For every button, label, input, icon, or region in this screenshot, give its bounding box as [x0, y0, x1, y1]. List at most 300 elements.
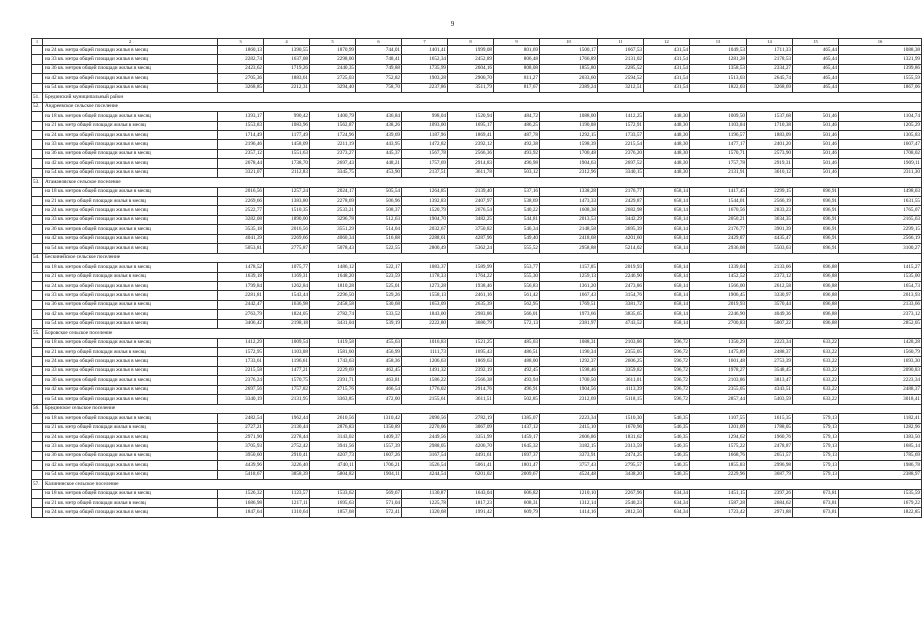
- table-cell: 1766,89: [540, 55, 598, 64]
- row-label: на 36 кв. метров общей площади жилья в месяц: [43, 149, 218, 158]
- table-cell: 2215,58: [218, 366, 264, 375]
- table-cell: 1810,28: [310, 281, 356, 290]
- table-cell: 4287,96: [448, 234, 494, 243]
- table-row: [32, 130, 922, 139]
- table-cell: 1587,28: [690, 499, 747, 508]
- table-cell: 2334,27: [747, 64, 793, 73]
- column-number: 9: [494, 39, 540, 46]
- row-number: [32, 187, 43, 196]
- table-cell: 2050,21: [690, 215, 747, 224]
- section-row: [32, 178, 922, 187]
- row-label: на 42 кв. метра общей площади жилья в месяц: [43, 234, 218, 243]
- row-number: 53.: [32, 178, 43, 187]
- table-cell: 2958,88: [540, 244, 598, 253]
- table-cell: 2112,83: [264, 168, 310, 177]
- table-cell: 501,46: [793, 121, 839, 130]
- table-cell: 530,68: [356, 300, 402, 309]
- table-cell: 2016,56: [218, 187, 264, 196]
- row-number: [32, 281, 43, 290]
- table-cell: 1338,28: [540, 187, 598, 196]
- table-cell: 2473,86: [598, 281, 644, 290]
- table-cell: 1257,24: [264, 187, 310, 196]
- table-cell: 2299,15: [747, 187, 793, 196]
- table-cell: 1757,78: [690, 159, 747, 168]
- table-cell: 1088,38: [839, 46, 922, 55]
- table-row: [32, 442, 922, 451]
- table-cell: 3611,51: [448, 395, 494, 404]
- table-cell: 2299,15: [839, 225, 922, 234]
- table-cell: 1075,77: [264, 263, 310, 272]
- table-cell: 1393,17: [218, 112, 264, 121]
- table-cell: 4201,60: [598, 234, 644, 243]
- table-cell: 658,14: [644, 206, 690, 215]
- row-number: [32, 168, 43, 177]
- table-cell: 1400,79: [310, 112, 356, 121]
- table-cell: 540,22: [494, 206, 540, 215]
- table-cell: 3610,12: [747, 168, 793, 177]
- table-cell: 2312,96: [540, 168, 598, 177]
- table-cell: 3813,47: [747, 376, 793, 385]
- section-row: [32, 102, 922, 111]
- table-cell: 2488,37: [747, 348, 793, 357]
- table-row: [32, 376, 922, 385]
- table-cell: 508,37: [356, 206, 402, 215]
- table-cell: 2212,31: [264, 83, 310, 92]
- table-cell: 448,30: [644, 168, 690, 177]
- table-cell: 431,54: [644, 64, 690, 73]
- table-cell: 1566,00: [690, 281, 747, 290]
- table-cell: 1601,48: [690, 357, 747, 366]
- table-cell: 1608,38: [540, 206, 598, 215]
- table-cell: 609,79: [494, 508, 540, 517]
- table-cell: 1598,46: [540, 366, 598, 375]
- table-cell: 448,30: [644, 112, 690, 121]
- table-cell: 1764,22: [448, 272, 494, 281]
- table-cell: 3858,39: [264, 470, 310, 479]
- table-cell: 2103,86: [690, 376, 747, 385]
- table-cell: 4244,54: [402, 470, 448, 479]
- table-cell: 503,12: [494, 168, 540, 177]
- table-cell: 2566,19: [839, 234, 922, 243]
- table-cell: 1526,32: [218, 489, 264, 498]
- table-cell: 493,92: [494, 149, 540, 158]
- table-cell: 486,51: [494, 348, 540, 357]
- table-cell: 2651,57: [747, 451, 793, 460]
- table-cell: 1765,07: [839, 206, 922, 215]
- table-cell: 3268,85: [218, 83, 264, 92]
- table-cell: 579,13: [793, 442, 839, 451]
- table-cell: 501,46: [793, 112, 839, 121]
- table-cell: 1472,82: [402, 140, 448, 149]
- table-cell: 1510,30: [598, 414, 644, 423]
- tariff-table: [31, 38, 922, 518]
- table-cell: 2418,68: [540, 234, 598, 243]
- table-cell: 606,82: [494, 489, 540, 498]
- table-cell: 1107,55: [690, 414, 747, 423]
- table-cell: 1520,94: [448, 112, 494, 121]
- section-title: Брединский муниципальный район: [43, 93, 922, 102]
- table-cell: 2389,24: [540, 83, 598, 92]
- table-cell: 1643,04: [448, 489, 494, 498]
- table-cell: 1999,08: [448, 46, 494, 55]
- row-number: 56.: [32, 404, 43, 413]
- table-cell: 608,31: [494, 499, 540, 508]
- table-row: [32, 112, 922, 121]
- table-row: [32, 149, 922, 158]
- table-cell: 1960,76: [747, 432, 793, 441]
- table-cell: 1869,41: [448, 130, 494, 139]
- row-label: на 54 кв. метра общей площади жилья в месяц: [43, 244, 218, 253]
- table-cell: 1498,03: [839, 187, 922, 196]
- table-cell: 1415,27: [839, 263, 922, 272]
- table-cell: 569,67: [356, 489, 402, 498]
- table-cell: 465,44: [793, 55, 839, 64]
- row-number: [32, 461, 43, 470]
- table-cell: 1572,91: [598, 121, 644, 130]
- table-cell: 749,88: [356, 64, 402, 73]
- table-row: [32, 508, 922, 517]
- table-cell: 1637,08: [264, 55, 310, 64]
- table-row: [32, 291, 922, 300]
- table-cell: 2857,44: [690, 395, 747, 404]
- table-cell: 1475,89: [690, 348, 747, 357]
- row-label: на 33 кв. метра общей площади жилья в месяц: [43, 442, 218, 451]
- table-cell: 462,45: [356, 366, 402, 375]
- table-cell: 1320,68: [402, 508, 448, 517]
- table-row: [32, 348, 922, 357]
- table-cell: 1088,31: [540, 338, 598, 347]
- table-cell: 1049,53: [690, 46, 747, 55]
- table-cell: 4060,34: [310, 234, 356, 243]
- table-cell: 3268,69: [747, 83, 793, 92]
- table-cell: 2676,54: [448, 206, 494, 215]
- column-number: 5: [310, 39, 356, 46]
- row-label: на 18 кв. метров общей площади жилья в месяц: [43, 187, 218, 196]
- table-cell: 2540,23: [598, 499, 644, 508]
- table-cell: 4049,36: [747, 310, 793, 319]
- row-number: [32, 376, 43, 385]
- table-cell: 2237,86: [402, 83, 448, 92]
- column-number: 13: [690, 39, 747, 46]
- table-cell: 1903,28: [402, 74, 448, 83]
- column-number: 11: [598, 39, 644, 46]
- row-label: на 24 кв. метра общей площади жилья в месяц: [43, 508, 218, 517]
- table-cell: 633,22: [793, 376, 839, 385]
- table-cell: 3705,93: [218, 442, 264, 451]
- column-number: 2: [43, 39, 218, 46]
- table-cell: 633,22: [793, 385, 839, 394]
- table-cell: 2474,25: [598, 451, 644, 460]
- table-row: [32, 64, 922, 73]
- row-number: [32, 470, 43, 479]
- table-cell: 1477,21: [264, 366, 310, 375]
- table-cell: 2996,98: [747, 461, 793, 470]
- table-cell: 633,22: [793, 395, 839, 404]
- table-row: [32, 74, 922, 83]
- table-cell: 1654,73: [839, 281, 922, 290]
- table-cell: 1350,89: [356, 423, 402, 432]
- table-cell: 5503,63: [747, 244, 793, 253]
- table-cell: 1708,02: [839, 149, 922, 158]
- row-label: на 36 кв. метров общей площади жилья в месяц: [43, 300, 218, 309]
- table-cell: 1586,22: [402, 376, 448, 385]
- table-cell: 2566,19: [747, 197, 793, 206]
- table-cell: 696,88: [793, 291, 839, 300]
- table-cell: 3143,02: [310, 432, 356, 441]
- table-cell: 2725,03: [310, 74, 356, 83]
- row-number: [32, 319, 43, 328]
- table-cell: 1428,28: [839, 338, 922, 347]
- table-cell: 579,13: [793, 451, 839, 460]
- table-cell: 1182,41: [839, 414, 922, 423]
- table-cell: 2013,53: [540, 215, 598, 224]
- table-cell: 1785,69: [839, 451, 922, 460]
- table-cell: 3535,18: [218, 225, 264, 234]
- table-cell: 1210,10: [540, 489, 598, 498]
- row-number: [32, 215, 43, 224]
- table-cell: 2795,57: [598, 461, 644, 470]
- table-cell: 2573,90: [747, 149, 793, 158]
- table-cell: 808,08: [494, 64, 540, 73]
- table-row: [32, 46, 922, 55]
- table-cell: 2910,41: [264, 451, 310, 460]
- table-cell: 1282,96: [839, 423, 922, 432]
- table-cell: 2215,54: [598, 140, 644, 149]
- table-cell: 1685,14: [839, 442, 922, 451]
- table-cell: 5118,15: [598, 395, 644, 404]
- row-number: [32, 395, 43, 404]
- table-cell: 1513,03: [690, 74, 747, 83]
- table-cell: 6201,02: [448, 470, 494, 479]
- table-cell: 2392,12: [448, 140, 494, 149]
- table-row: [32, 357, 922, 366]
- table-cell: 2267,96: [598, 489, 644, 498]
- row-number: 57.: [32, 480, 43, 489]
- table-cell: 998,04: [402, 112, 448, 121]
- row-label: на 42 кв. метра общей площади жилья в месяц: [43, 74, 218, 83]
- table-cell: 658,14: [644, 281, 690, 290]
- table-cell: 673,81: [793, 489, 839, 498]
- table-cell: 2423,62: [218, 64, 264, 73]
- table-cell: 579,13: [793, 423, 839, 432]
- table-cell: 1510,35: [264, 206, 310, 215]
- table-cell: 2700,83: [690, 319, 747, 328]
- table-cell: 596,72: [644, 348, 690, 357]
- row-number: [32, 385, 43, 394]
- table-cell: 2914,76: [448, 385, 494, 394]
- row-label: на 24 кв. метра общей площади жилья в месяц: [43, 281, 218, 290]
- table-cell: 1533,62: [310, 489, 356, 498]
- column-number: 7: [402, 39, 448, 46]
- table-cell: 2936,08: [690, 244, 747, 253]
- row-number: [32, 310, 43, 319]
- page-number: 9: [450, 20, 455, 28]
- table-cell: 1458,09: [264, 140, 310, 149]
- row-number: [32, 55, 43, 64]
- row-number: [32, 272, 43, 281]
- table-cell: 817,67: [494, 83, 540, 92]
- table-cell: 1383,80: [264, 197, 310, 206]
- table-cell: 1217,11: [264, 499, 310, 508]
- row-label: на 21 кв. метр общей площади жилья в месяц: [43, 499, 218, 508]
- table-cell: 2682,98: [598, 206, 644, 215]
- table-cell: 1733,57: [598, 130, 644, 139]
- table-cell: 2019,93: [598, 263, 644, 272]
- table-row: [32, 489, 922, 498]
- table-cell: 1262,84: [264, 281, 310, 290]
- table-cell: 658,14: [644, 215, 690, 224]
- table-row: [32, 423, 922, 432]
- table-row: [32, 272, 922, 281]
- table-cell: 2782,19: [448, 414, 494, 423]
- table-row: [32, 470, 922, 479]
- table-cell: 546,35: [644, 432, 690, 441]
- table-cell: 3835,65: [598, 310, 644, 319]
- row-label: на 33 кв. метра общей площади жилья в месяц: [43, 140, 218, 149]
- table-cell: 2429,87: [690, 234, 747, 243]
- table-cell: 5078,43: [310, 244, 356, 253]
- table-cell: 2024,17: [310, 187, 356, 196]
- table-cell: 2229,96: [690, 470, 747, 479]
- table-cell: 811,27: [494, 74, 540, 83]
- table-cell: 1196,57: [690, 130, 747, 139]
- table-cell: 658,14: [644, 234, 690, 243]
- table-cell: 522,17: [356, 263, 402, 272]
- row-number: [32, 499, 43, 508]
- table-cell: 2269,66: [264, 234, 310, 243]
- table-cell: 1264,85: [402, 187, 448, 196]
- table-cell: 2019,93: [690, 300, 747, 309]
- table-cell: 1575,22: [690, 442, 747, 451]
- table-cell: 438,26: [356, 121, 402, 130]
- table-cell: 2812,50: [598, 508, 644, 517]
- table-cell: 4041,39: [218, 234, 264, 243]
- table-body: [32, 39, 922, 518]
- table-cell: 3431,04: [310, 319, 356, 328]
- table-cell: 546,35: [644, 461, 690, 470]
- table-cell: 486,25: [494, 121, 540, 130]
- table-cell: 658,14: [644, 319, 690, 328]
- table-cell: 5418,67: [218, 470, 264, 479]
- table-cell: 2281,81: [218, 291, 264, 300]
- table-cell: 1869,63: [448, 357, 494, 366]
- row-number: [32, 489, 43, 498]
- table-row: [32, 395, 922, 404]
- table-cell: 2355,05: [598, 348, 644, 357]
- table-cell: 2246,90: [690, 310, 747, 319]
- table-cell: 1719,26: [264, 64, 310, 73]
- row-label: на 33 кв. метра общей площади жилья в месяц: [43, 215, 218, 224]
- table-cell: 2407,97: [448, 197, 494, 206]
- table-cell: 1093,00: [402, 121, 448, 130]
- row-number: [32, 414, 43, 423]
- table-cell: 3901,39: [747, 225, 793, 234]
- table-cell: 2381,97: [540, 319, 598, 328]
- table-cell: 3757,43: [540, 461, 598, 470]
- table-cell: 487,78: [494, 130, 540, 139]
- table-row: [32, 310, 922, 319]
- row-label: на 24 кв. метра общей площади жилья в месяц: [43, 206, 218, 215]
- table-cell: 2392,19: [448, 366, 494, 375]
- table-cell: 596,72: [644, 357, 690, 366]
- table-cell: 1339,04: [690, 263, 747, 272]
- table-cell: 3548,45: [747, 366, 793, 375]
- table-cell: 455,63: [356, 338, 402, 347]
- row-number: [32, 112, 43, 121]
- row-label: на 24 кв. метра общей площади жилья в месяц: [43, 46, 218, 55]
- table-cell: 2488,37: [839, 385, 922, 394]
- table-cell: 1103,04: [690, 121, 747, 130]
- table-cell: 1451,15: [690, 489, 747, 498]
- table-cell: 2376,20: [598, 149, 644, 158]
- table-cell: 2782,74: [310, 310, 356, 319]
- table-cell: 544,81: [494, 215, 540, 224]
- table-cell: 501,46: [793, 159, 839, 168]
- table-cell: 1477,17: [690, 140, 747, 149]
- table-row: [32, 338, 922, 347]
- table-cell: 1857,68: [310, 508, 356, 517]
- table-cell: 4740,11: [310, 461, 356, 470]
- table-cell: 2753,39: [747, 357, 793, 366]
- table-cell: 463,81: [356, 376, 402, 385]
- table-cell: 1558,13: [402, 291, 448, 300]
- table-cell: 2429,87: [598, 197, 644, 206]
- table-cell: 1962,44: [264, 414, 310, 423]
- table-cell: 1757,82: [264, 385, 310, 394]
- table-row: [32, 206, 922, 215]
- row-label: на 21 кв. метр общей площади жилья в месяц: [43, 197, 218, 206]
- table-cell: 1631,55: [839, 197, 922, 206]
- table-cell: 431,54: [644, 83, 690, 92]
- table-cell: 4435,47: [747, 234, 793, 243]
- table-cell: 1273,28: [402, 281, 448, 290]
- table-cell: 3282,08: [218, 215, 264, 224]
- table-cell: 485,03: [494, 338, 540, 347]
- table-cell: 1855,80: [540, 64, 598, 73]
- table-cell: 1111,73: [402, 348, 448, 357]
- table-cell: 752,82: [356, 74, 402, 83]
- row-number: [32, 263, 43, 272]
- row-label: на 21 кв. метр общей площади жилья в месяц: [43, 272, 218, 281]
- row-number: [32, 338, 43, 347]
- table-cell: 466,54: [356, 385, 402, 394]
- table-cell: 2222,80: [402, 319, 448, 328]
- row-number: [32, 432, 43, 441]
- table-cell: 566,01: [494, 310, 540, 319]
- table-cell: 496,98: [494, 159, 540, 168]
- row-number: [32, 74, 43, 83]
- table-cell: 501,46: [793, 149, 839, 158]
- table-cell: 2373,12: [747, 272, 793, 281]
- table-cell: 439,69: [356, 130, 402, 139]
- table-cell: 493,94: [494, 376, 540, 385]
- table-cell: 1103,08: [264, 348, 310, 357]
- table-cell: 1615,35: [747, 414, 793, 423]
- table-cell: 658,14: [644, 263, 690, 272]
- table-cell: 1769,51: [540, 300, 598, 309]
- table-cell: 1009,50: [690, 112, 747, 121]
- table-cell: 658,14: [644, 244, 690, 253]
- table-cell: 1459,17: [494, 432, 540, 441]
- table-row: [32, 215, 922, 224]
- table-cell: 1986,78: [839, 461, 922, 470]
- table-cell: 3511,79: [448, 83, 494, 92]
- table-cell: 1555,59: [839, 74, 922, 83]
- table-cell: 3442,29: [598, 215, 644, 224]
- table-cell: 1670,96: [598, 423, 644, 432]
- table-cell: 1904,11: [356, 470, 402, 479]
- table-cell: 3363,85: [310, 395, 356, 404]
